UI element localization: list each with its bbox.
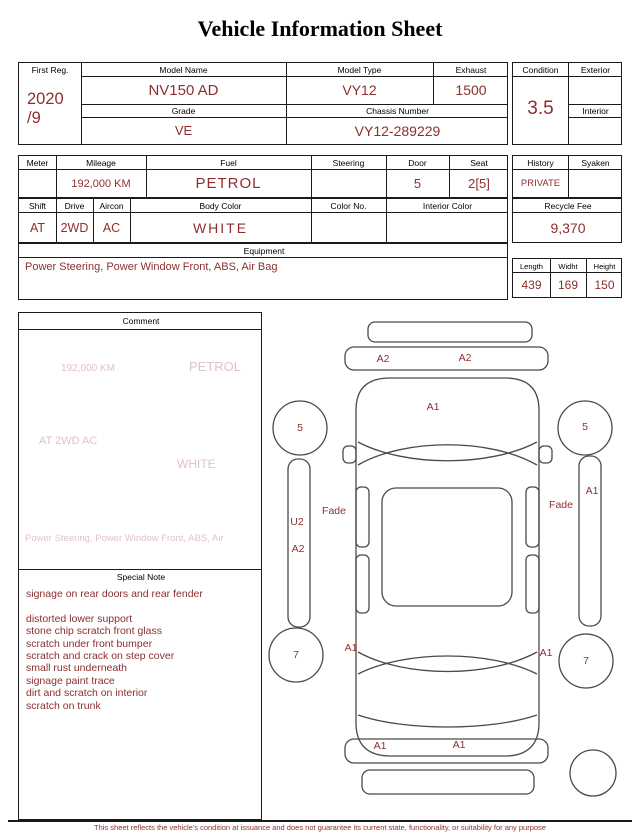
aircon-value: AC [102, 220, 121, 235]
syaken-label: Syaken [581, 158, 610, 168]
seat-label: Seat [470, 158, 488, 168]
ghost-text: AT 2WD AC [39, 435, 98, 447]
recycle-fee-label: Recycle Fee [544, 201, 592, 211]
diagram-annotation: A1 [585, 485, 599, 497]
ghost-text: WHITE [177, 457, 216, 471]
height-label: Height [593, 262, 616, 271]
body-color-value: WHITE [192, 219, 249, 236]
exhaust-label: Exhaust [455, 65, 487, 75]
divider [19, 257, 507, 258]
model-type-value: VY12 [342, 82, 377, 98]
length-label: Length [520, 262, 543, 271]
diagram-annotation: 5 [582, 421, 588, 433]
recycle-fee-value: 9,370 [550, 219, 586, 236]
ghost-text: 192,000 KM [61, 363, 115, 374]
model-name-label: Model Name [159, 65, 208, 75]
special-note-line: stone chip scratch front glass [26, 625, 162, 638]
width-label: Widht [558, 262, 578, 271]
usage-table [18, 155, 508, 198]
special-note-line: dirt and scratch on interior [26, 687, 148, 700]
first-reg-value [21, 77, 79, 141]
diagram-annotation: Fade [549, 499, 573, 511]
divider [568, 104, 621, 105]
width-value: 169 [557, 277, 579, 292]
equipment-label: Equipment [243, 246, 285, 256]
diagram-annotation: A1 [344, 642, 358, 654]
drive-value: 2WD [60, 220, 89, 235]
diagram-annotation: A1 [539, 647, 553, 659]
exhaust-value: 1500 [455, 82, 487, 98]
history-table [512, 155, 622, 198]
meter-value [19, 169, 56, 198]
first-reg-label: First Reg. [31, 65, 69, 75]
comment-label: Comment [122, 316, 160, 326]
grade-label: Grade [171, 106, 196, 116]
diagram-annotation: 7 [293, 649, 299, 661]
divider [81, 104, 507, 105]
equipment-table [18, 243, 508, 300]
diagram-annotation: 5 [297, 422, 303, 434]
divider [19, 569, 261, 570]
body-color-label: Body Color [199, 201, 242, 211]
seat-value: 2[5] [468, 176, 490, 191]
model-name-value: NV150 AD [148, 81, 219, 99]
shift-label: Shift [28, 201, 46, 211]
diagram-annotation: A2 [291, 543, 305, 555]
door-label: Door [408, 158, 427, 168]
special-note-line: scratch and crack on step cover [26, 650, 175, 663]
color-no-value [311, 212, 386, 243]
color-no-label: Color No. [330, 201, 367, 211]
special-note-line: small rust underneath [26, 662, 127, 675]
height-value: 150 [594, 277, 615, 292]
steering-label: Steering [332, 158, 365, 168]
first-reg-month: /9 [27, 109, 41, 127]
diagram-annotation: 7 [583, 655, 589, 667]
recycle-fee-table [512, 198, 622, 243]
condition-value: 3.5 [527, 98, 554, 119]
interior-value [568, 118, 623, 143]
history-label: History [527, 158, 554, 168]
comment-ghost-layer [19, 329, 261, 567]
special-note-label: Special Note [116, 572, 166, 582]
length-value: 439 [521, 277, 542, 292]
model-info-table [18, 62, 508, 145]
special-note-line: scratch on trunk [26, 699, 101, 712]
drivetrain-table [18, 198, 508, 243]
drive-label: Drive [64, 201, 85, 211]
aircon-label: Aircon [99, 201, 124, 211]
chassis-number-value: VY12-289229 [354, 122, 441, 139]
special-note-line: signage paint trace [26, 674, 115, 687]
fuel-value: PETROL [195, 175, 262, 192]
car-diagram [265, 315, 625, 820]
equipment-value: Power Steering, Power Window Front, ABS, Air Bag [25, 261, 278, 273]
exterior-value [568, 77, 623, 103]
special-note-line: signage on rear doors and rear fender [26, 588, 203, 600]
interior-label: Interior [582, 106, 609, 116]
exterior-label: Exterior [580, 65, 611, 75]
diagram-annotation: A2 [458, 352, 472, 364]
shift-value: AT [29, 220, 46, 235]
mileage-label: Mileage [86, 158, 116, 168]
door-value: 5 [413, 176, 422, 191]
diagram-annotation: U2 [290, 516, 304, 528]
page-title: Vehicle Information Sheet [197, 16, 443, 41]
mileage-value: 192,000 KM [71, 177, 131, 190]
comment-box [18, 312, 262, 820]
model-type-label: Model Type [337, 65, 382, 75]
special-note-line [26, 600, 258, 612]
condition-table [512, 62, 622, 145]
first-reg-year: 2020 [27, 90, 64, 109]
diagram-annotation: A1 [452, 739, 466, 751]
meter-label: Meter [26, 158, 49, 168]
grade-value: VE [174, 123, 193, 138]
special-note-lines [26, 588, 258, 712]
diagram-annotation: Fade [322, 505, 346, 517]
interior-color-value [386, 212, 509, 243]
diagram-annotation: A1 [426, 401, 440, 413]
ghost-text: Power Steering, Power Window Front, ABS, Air [25, 533, 224, 544]
syaken-value [568, 169, 623, 198]
fuel-label: Fuel [220, 158, 237, 168]
special-note-line: distorted lower support [26, 612, 133, 625]
steering-value [311, 169, 386, 198]
interior-color-label: Interior Color [422, 201, 473, 211]
car-diagram-annotations [265, 315, 625, 820]
diagram-annotation: A1 [373, 740, 387, 752]
dimensions-table [512, 258, 622, 298]
ghost-text: PETROL [189, 359, 242, 374]
disclaimer-text: This sheet reflects the vehicle's condition at issuance and does not guarantee its current state, functionality, or suitability for any purpose [94, 823, 546, 832]
special-note-line: scratch under front bumper [26, 637, 153, 650]
condition-label: Condition [522, 65, 559, 75]
diagram-annotation: A2 [376, 353, 390, 365]
chassis-number-label: Chassis Number [366, 106, 429, 116]
history-value: PRIVATE [520, 178, 561, 189]
divider [8, 820, 632, 822]
